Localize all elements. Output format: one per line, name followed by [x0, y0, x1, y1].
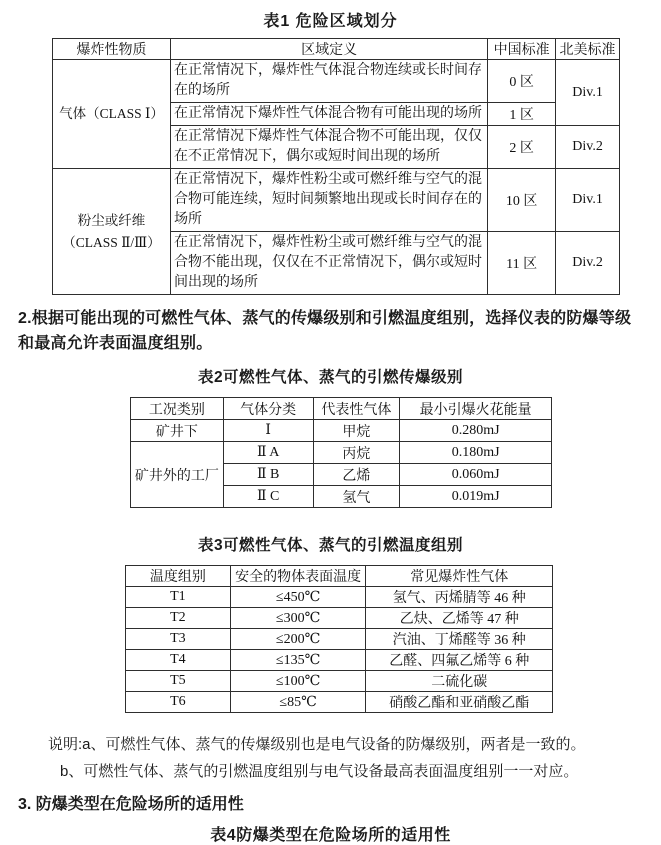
- table1-china-zone-cell: 0 区: [488, 60, 556, 103]
- table1-substance-dust-cell: [53, 169, 171, 295]
- table2-energy-cell: 0.180mJ: [400, 442, 552, 464]
- table3-group-cell: T3: [126, 629, 231, 650]
- table1-china-zone-cell: 11 区: [488, 232, 556, 295]
- table1-header-row: [53, 39, 620, 60]
- table2-gas-cell: 氢气: [313, 486, 400, 508]
- table2-ignition-explosion-classes: [130, 397, 552, 508]
- section3-heading: 3. 防爆类型在危险场所的适用性: [18, 796, 244, 813]
- table1-row: [53, 60, 620, 103]
- table3-gases-cell: 乙醛、四氟乙烯等 6 种: [366, 650, 553, 671]
- table1-header-definition: 区域定义: [170, 39, 487, 60]
- table3-header-safe-surface-temp: 安全的物体表面温度: [230, 566, 366, 587]
- table2-row: [131, 442, 552, 464]
- table2-class-cell: Ⅱ C: [223, 486, 313, 508]
- table3-temp-cell: ≤300℃: [230, 608, 366, 629]
- table2-header-condition: 工况类别: [131, 398, 224, 420]
- table3-row: [126, 650, 553, 671]
- table4-title: 表4防爆类型在危险场所的适用性: [210, 827, 451, 844]
- note-a: 说明:a、可燃性气体、蒸气的传爆级别也是电气设备的防爆级别，两者是一致的。: [48, 736, 586, 753]
- table2-condition-cell: 矿井下: [131, 420, 224, 442]
- table3-title: 表3可燃性气体、蒸气的引燃温度组别: [197, 537, 464, 554]
- table2-energy-cell: 0.280mJ: [400, 420, 552, 442]
- table3-row: [126, 692, 553, 713]
- table3-group-cell: T5: [126, 671, 231, 692]
- table1-header-china-standard: 中国标准: [488, 39, 556, 60]
- paragraph-selection-rule: 2.根据可能出现的可燃性气体、蒸气的传爆级别和引燃温度组别，选择仪表的防爆等级和最高允许表面温度组别。: [18, 310, 632, 352]
- table3-header-common-gases: 常见爆炸性气体: [366, 566, 553, 587]
- table2-class-cell: Ⅰ: [223, 420, 313, 442]
- table2-row: [131, 420, 552, 442]
- table3-temp-cell: ≤85℃: [230, 692, 366, 713]
- table3-group-cell: T4: [126, 650, 231, 671]
- table2-condition-cell: 矿井外的工厂: [131, 442, 224, 508]
- table1-header-substance: 爆炸性物质: [53, 39, 171, 60]
- note-b: b、可燃性气体、蒸气的引燃温度组别与电气设备最高表面温度组别一一对应。: [60, 763, 579, 780]
- table1-na-division-cell: Div.2: [556, 126, 620, 169]
- table3-row: [126, 629, 553, 650]
- table2-header-row: [131, 398, 552, 420]
- table1-hazard-zone-division: [52, 38, 620, 295]
- table1-definition-cell: 在正常情况下，爆炸性粉尘或可燃纤维与空气的混合物可能连续，短时间频繁地出现或长时间存在的场所: [170, 169, 487, 232]
- table1-definition-cell: 在正常情况下，爆炸性粉尘或可燃纤维与空气的混合物不能出现，仅仅在不正常情况下，偶尔或短时间出现的场所: [170, 232, 487, 295]
- table1-header-na-standard: 北美标准: [556, 39, 620, 60]
- table2-class-cell: Ⅱ B: [223, 464, 313, 486]
- table3-group-cell: T1: [126, 587, 231, 608]
- table3-row: [126, 671, 553, 692]
- table3-row: [126, 587, 553, 608]
- table2-header-min-spark-energy: 最小引爆火花能量: [400, 398, 552, 420]
- table2-title: 表2可燃性气体、蒸气的引燃传爆级别: [197, 369, 464, 386]
- table3-ignition-temperature-groups: [125, 565, 553, 713]
- table2-gas-cell: 丙烷: [313, 442, 400, 464]
- table3-header-temp-group: 温度组别: [126, 566, 231, 587]
- table1-na-division-cell: Div.1: [556, 169, 620, 232]
- table3-group-cell: T6: [126, 692, 231, 713]
- table3-row: [126, 608, 553, 629]
- table1-na-division-cell: Div.1: [556, 60, 620, 126]
- table2-header-gas-class: 气体分类: [223, 398, 313, 420]
- table2-header-representative-gas: 代表性气体: [313, 398, 400, 420]
- table3-header-row: [126, 566, 553, 587]
- table2-energy-cell: 0.019mJ: [400, 486, 552, 508]
- table3-gases-cell: 氢气、丙烯腈等 46 种: [366, 587, 553, 608]
- table3-temp-cell: ≤450℃: [230, 587, 366, 608]
- table2-class-cell: Ⅱ A: [223, 442, 313, 464]
- table1-title: 表1 危险区域划分: [263, 13, 398, 30]
- table3-temp-cell: ≤200℃: [230, 629, 366, 650]
- table3-gases-cell: 乙炔、乙烯等 47 种: [366, 608, 553, 629]
- table2-gas-cell: 甲烷: [313, 420, 400, 442]
- table1-substance-gas-cell: 气体（CLASS Ⅰ）: [53, 60, 171, 169]
- table1-china-zone-cell: 1 区: [488, 103, 556, 126]
- table1-na-division-cell: Div.2: [556, 232, 620, 295]
- table1-row: [53, 169, 620, 232]
- table1-substance-dust-line2: （CLASS Ⅱ/Ⅲ）: [62, 234, 161, 250]
- table1-definition-cell: 在正常情况下爆炸性气体混合物有可能出现的场所: [170, 103, 487, 126]
- table2-gas-cell: 乙烯: [313, 464, 400, 486]
- table1-definition-cell: 在正常情况下，爆炸性气体混合物连续或长时间存在的场所: [170, 60, 487, 103]
- table3-temp-cell: ≤135℃: [230, 650, 366, 671]
- table1-substance-dust-line1: 粉尘或纤维: [77, 212, 146, 228]
- table3-gases-cell: 汽油、丁烯醛等 36 种: [366, 629, 553, 650]
- table1-china-zone-cell: 2 区: [488, 126, 556, 169]
- table3-temp-cell: ≤100℃: [230, 671, 366, 692]
- table1-china-zone-cell: 10 区: [488, 169, 556, 232]
- table3-gases-cell: 二硫化碳: [366, 671, 553, 692]
- table2-energy-cell: 0.060mJ: [400, 464, 552, 486]
- table3-gases-cell: 硝酸乙酯和亚硝酸乙酯: [366, 692, 553, 713]
- table3-group-cell: T2: [126, 608, 231, 629]
- table1-definition-cell: 在正常情况下爆炸性气体混合物不可能出现，仅仅在不正常情况下，偶尔或短时间出现的场所: [170, 126, 487, 169]
